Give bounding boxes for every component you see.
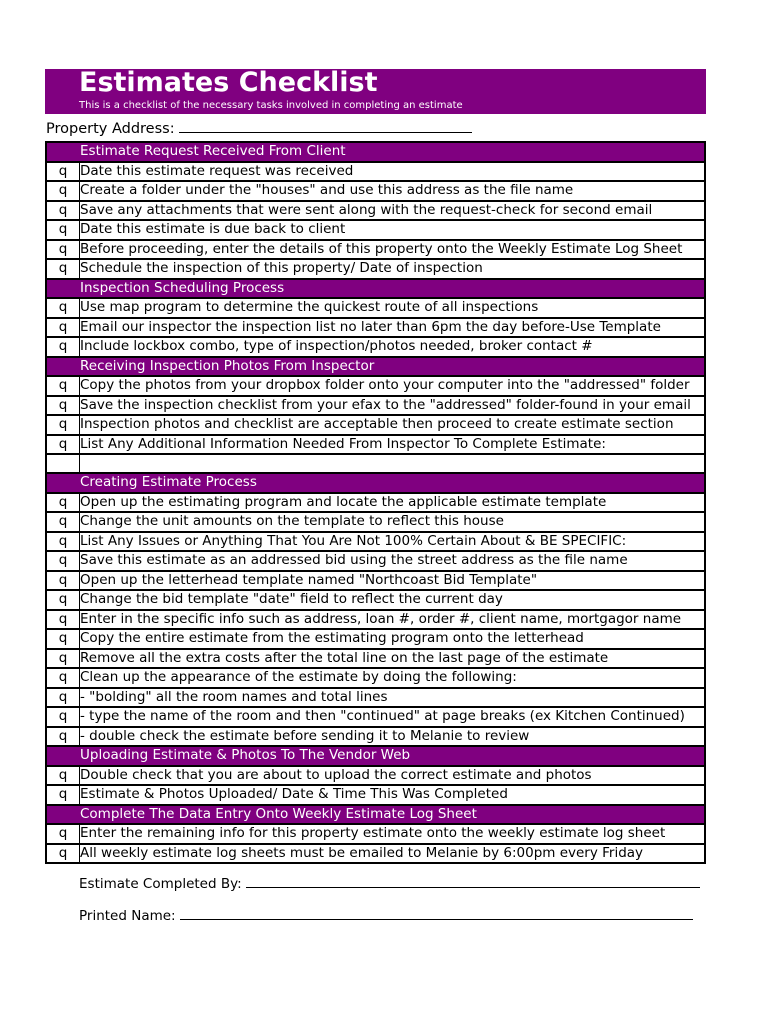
item-text: Inspection photos and checklist are acceptable then proceed to create estimate section — [80, 416, 674, 432]
item-text: Include lockbox combo, type of inspection/photos needed, broker contact # — [80, 338, 593, 354]
item-text: Save this estimate as an addressed bid using the street address as the file name — [80, 552, 628, 568]
checklist-item — [45, 784, 706, 804]
checkbox-glyph[interactable]: q — [47, 728, 80, 746]
checklist-item — [45, 239, 706, 259]
item-text: Clean up the appearance of the estimate by doing the following: — [80, 669, 517, 685]
checklist-item — [45, 667, 706, 687]
checkbox-glyph[interactable]: q — [47, 513, 80, 531]
item-text: Open up the letterhead template named "Northcoast Bid Template" — [80, 571, 538, 588]
checklist-item — [45, 609, 706, 629]
checkbox-glyph[interactable]: q — [47, 377, 80, 395]
checkbox-glyph[interactable]: q — [47, 572, 80, 590]
item-text: Save any attachments that were sent along with the request-check for second email — [80, 201, 653, 218]
item-text: Copy the entire estimate from the estimating program onto the letterhead — [80, 630, 584, 646]
checklist-item — [45, 843, 706, 863]
empty-cell — [47, 280, 79, 298]
checkbox-glyph[interactable]: q — [47, 650, 80, 668]
item-text: - "bolding" all the room names and total lines — [80, 688, 388, 705]
item-text: Double check that you are about to upload the correct estimate and photos — [80, 766, 592, 783]
checkbox-glyph[interactable]: q — [47, 221, 80, 239]
checkbox-glyph[interactable]: q — [47, 669, 80, 687]
checkbox-glyph[interactable]: q — [47, 436, 80, 454]
item-text: Enter the remaining info for this property estimate onto the weekly estimate log sheet — [80, 825, 666, 841]
printed-name-label: Printed Name: — [79, 908, 176, 924]
checkbox-glyph[interactable]: q — [47, 494, 80, 512]
page-title: Estimates Checklist — [79, 67, 378, 98]
item-text: Open up the estimating program and locate the applicable estimate template — [80, 493, 607, 510]
checklist-item — [45, 395, 706, 415]
property-address-label: Property Address: — [46, 121, 175, 137]
section-title: Uploading Estimate & Photos To The Vendor Web — [80, 747, 411, 763]
checkbox-glyph[interactable]: q — [47, 182, 80, 200]
item-text: Copy the photos from your dropbox folder onto your computer into the "addressed" folder — [80, 377, 690, 393]
checkbox-glyph[interactable]: q — [47, 397, 80, 415]
checklist-item — [45, 765, 706, 785]
checklist-item — [45, 531, 706, 551]
checklist-item — [45, 492, 706, 512]
item-text: Create a folder under the "houses" and use this address as the file name — [80, 182, 574, 198]
checklist-item — [45, 180, 706, 200]
section-title: Creating Estimate Process — [80, 474, 257, 490]
checklist-item — [45, 258, 706, 278]
checklist-item — [45, 570, 706, 590]
header-banner — [45, 69, 706, 114]
item-text: Schedule the inspection of this property/ Date of inspection — [80, 260, 483, 276]
checkbox-glyph[interactable]: q — [47, 689, 80, 707]
section-title: Complete The Data Entry Onto Weekly Estimate Log Sheet — [80, 805, 477, 822]
checklist-item — [45, 200, 706, 220]
checklist-item — [45, 375, 706, 395]
item-text: - double check the estimate before sending it to Melanie to review — [80, 727, 530, 744]
item-text: List Any Additional Information Needed From Inspector To Complete Estimate: — [80, 435, 606, 452]
checkbox-glyph[interactable]: q — [47, 533, 80, 551]
checklist-item — [45, 550, 706, 570]
section-header — [45, 278, 706, 298]
checklist-item — [45, 336, 706, 356]
section-header — [45, 472, 706, 492]
checklist-table — [45, 141, 706, 864]
checkbox-glyph[interactable]: q — [47, 299, 80, 317]
checkbox-glyph[interactable]: q — [47, 708, 80, 726]
empty-cell — [47, 474, 79, 492]
checklist-item — [45, 414, 706, 434]
printed-name — [79, 905, 693, 924]
item-text: All weekly estimate log sheets must be emailed to Melanie by 6:00pm every Friday — [80, 844, 644, 861]
section-title: Inspection Scheduling Process — [80, 279, 285, 296]
item-text: Date this estimate request was received — [80, 162, 354, 179]
checklist-item — [45, 687, 706, 707]
item-text: Enter in the specific info such as address, loan #, order #, client name, mortgagor name — [80, 610, 682, 627]
section-header — [45, 745, 706, 765]
item-text: Change the bid template "date" field to reflect the current day — [80, 591, 503, 607]
section-title: Receiving Inspection Photos From Inspector — [80, 357, 375, 374]
checkbox-glyph[interactable]: q — [47, 786, 80, 804]
item-text: Save the inspection checklist from your efax to the "addressed" folder-found in your email — [80, 396, 691, 413]
checkbox-glyph[interactable]: q — [47, 552, 80, 570]
checkbox-glyph[interactable]: q — [47, 611, 80, 629]
checklist-item — [45, 434, 706, 454]
item-text: Date this estimate is due back to client — [80, 221, 346, 237]
printed-name-field[interactable] — [180, 905, 693, 920]
item-text: Remove all the extra costs after the total line on the last page of the estimate — [80, 649, 609, 666]
checklist-item — [45, 317, 706, 337]
checklist-item — [45, 297, 706, 317]
empty-cell — [47, 143, 79, 161]
section-header — [45, 804, 706, 824]
item-text: Use map program to determine the quickest route of all inspections — [80, 299, 539, 315]
item-text: Before proceeding, enter the details of this property onto the Weekly Estimate Log Sheet — [80, 240, 683, 257]
completed-by-field[interactable] — [246, 873, 700, 888]
checklist-item — [45, 726, 706, 746]
section-header — [45, 356, 706, 376]
checklist-item — [45, 628, 706, 648]
page-subtitle: This is a checklist of the necessary tasks involved in completing an estimate — [79, 100, 463, 111]
completed-by — [79, 873, 700, 892]
checkbox-glyph[interactable]: q — [47, 825, 80, 843]
empty-cell — [47, 747, 79, 765]
checkbox-glyph[interactable]: q — [47, 338, 80, 356]
checklist-item — [45, 219, 706, 239]
blank-row — [45, 453, 706, 472]
checkbox-glyph[interactable]: q — [47, 416, 80, 434]
checkbox-glyph[interactable]: q — [47, 260, 80, 278]
empty-cell — [47, 806, 79, 824]
checkbox-glyph[interactable]: q — [47, 767, 80, 785]
empty-cell — [47, 455, 80, 472]
checklist-item — [45, 161, 706, 181]
checkbox-glyph[interactable]: q — [47, 630, 80, 648]
item-text: Email our inspector the inspection list no later than 6pm the day before-Use Template — [80, 318, 661, 335]
checkbox-glyph[interactable]: q — [47, 319, 80, 337]
checklist-item — [45, 511, 706, 531]
checklist-item — [45, 589, 706, 609]
checkbox-glyph[interactable]: q — [47, 202, 80, 220]
checkbox-glyph[interactable]: q — [47, 591, 80, 609]
section-title: Estimate Request Received From Client — [80, 143, 346, 159]
item-text: Estimate & Photos Uploaded/ Date & Time This Was Completed — [80, 786, 508, 802]
checklist-item — [45, 648, 706, 668]
item-text: List Any Issues or Anything That You Are Not 100% Certain About & BE SPECIFIC: — [80, 532, 627, 549]
completed-by-label: Estimate Completed By: — [79, 876, 242, 892]
checklist-item — [45, 823, 706, 843]
item-text: - type the name of the room and then "continued" at page breaks (ex Kitchen Continued) — [80, 708, 685, 724]
checkbox-glyph[interactable]: q — [47, 163, 80, 181]
checklist-item — [45, 706, 706, 726]
checkbox-glyph[interactable]: q — [47, 241, 80, 259]
item-text: Change the unit amounts on the template to reflect this house — [80, 513, 504, 529]
empty-cell — [47, 358, 79, 376]
section-header — [45, 141, 706, 161]
property-address — [46, 118, 472, 137]
property-address-field[interactable] — [179, 118, 472, 133]
blank-entry-field[interactable] — [80, 455, 704, 472]
checkbox-glyph[interactable]: q — [47, 845, 80, 863]
